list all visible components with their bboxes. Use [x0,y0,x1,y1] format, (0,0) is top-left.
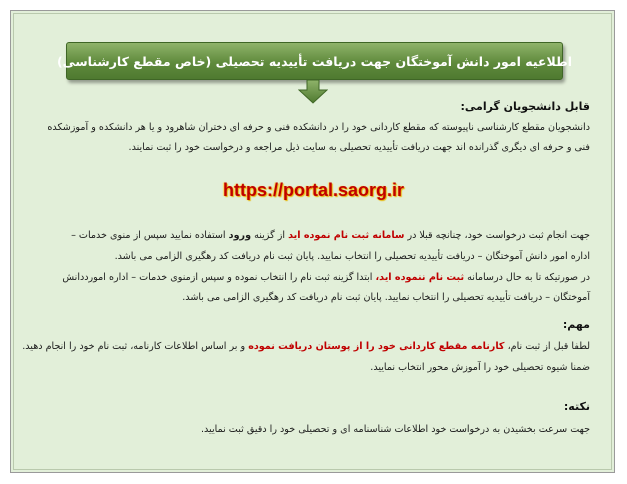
important-heading: مهم: [562,318,590,331]
notice-banner [56,42,573,80]
note-line-1: جهت سرعت بخشیدن به درخواست خود اطلاعات شناسنامه ای و تحصیلی خود را دقیق ثبت نمایید. [200,424,590,435]
important-line-1 [22,341,590,352]
instruction-para-1-line-2: اداره امور دانش آموختگان – دریافت تأییدیه تحصیلی را انتخاب نمایید. پایان ثبت نام دریافت کد رهگیری الزامی می باشد. [114,251,590,262]
instruction-text: ابتدا گزینه ثبت نام را انتخاب نموده و سپس ازمنوی خدمات – اداره امورددانش [62,272,376,283]
down-arrow-icon [298,80,328,104]
instruction-highlight: سامانه ثبت نام نموده اید [288,230,405,241]
note-heading: نکته: [563,400,590,413]
important-text: و بر اساس اطلاعات کارنامه، ثبت نام خود را انجام دهید. [22,341,249,352]
intro-line-1: دانشجویان مقطع کارشناسی ناپیوسته که مقطع کاردانی خود را در دانشکده فنی و حرفه ای دختران شاهرود و یا هر دانشکده و آموزشکده [47,122,590,133]
intro-heading: قابل دانشجویان گرامی: [460,100,590,113]
instruction-text: جهت انجام ثبت درخواست خود، چنانچه قبلا در [404,230,590,241]
intro-line-2: فنی و حرفه ای دیگری گذرانده اند جهت دریافت تأییدیه تحصیلی به سایت ذیل مراجعه و درخواست خود را ثبت نمایند. [128,142,590,153]
instruction-text: استفاده نمایید سپس از منوی خدمات – [71,230,229,241]
instruction-para-2-line-2: آموختگان – دریافت تأییدیه تحصیلی را انتخاب نمایید. پایان ثبت نام دریافت کد رهگیری الزامی می باشد. [182,292,590,303]
important-line-2: ضمنا شیوه تحصیلی خود را آموزش محور انتخاب نمایید. [370,362,590,373]
banner-title: اطلاعیه امور دانش آموختگان جهت دریافت تأییدیه تحصیلی (خاص مقطع کارشناسی) [56,53,573,69]
instruction-text: از گزینه [251,230,289,241]
important-highlight: کارنامه مقطع کاردانی خود را از پوستان دریافت نموده [248,341,505,352]
instruction-para-1-line-1 [71,230,590,241]
instruction-para-2-line-1 [62,272,590,283]
instruction-highlight: ثبت نام ننموده اید، [375,272,465,283]
portal-link[interactable]: https://portal.saorg.ir [222,180,404,200]
important-text: لطفا قبل از ثبت نام، [504,341,590,352]
instruction-text: در صورتیکه تا به حال درسامانه [464,272,590,283]
instruction-login-word: ورود [228,230,252,241]
